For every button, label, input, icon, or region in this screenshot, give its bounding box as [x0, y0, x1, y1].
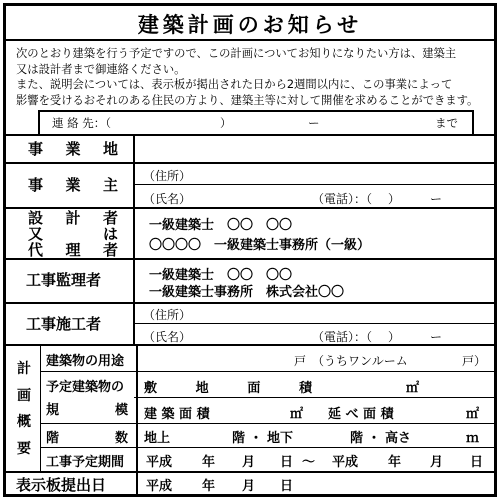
- row-divider: [6, 344, 494, 346]
- schedule-start-month: 月: [242, 455, 256, 470]
- building-area-unit: ㎡: [290, 407, 304, 422]
- contact-close-paren: ）: [220, 116, 232, 130]
- notice-line-1: 次のとおり建築を行う予定ですので、この計画についてお知りになりたい方は、建築主: [16, 47, 457, 60]
- posting-day: 日: [280, 479, 294, 494]
- row-subdivider: [134, 323, 494, 324]
- schedule-end-era: 平成: [332, 455, 359, 470]
- building-area-label: 建 築 面 積: [144, 407, 210, 422]
- owner-address-label: （住所）: [143, 169, 192, 183]
- floors-height-label: 階 ・ 高さ: [350, 431, 412, 446]
- contact-dash: ー: [308, 116, 320, 130]
- posting-month: 月: [242, 479, 256, 494]
- designer-line-2: 〇〇〇〇 一級建築士事務所（一級）: [149, 238, 371, 253]
- site-label: 事 業 地: [28, 139, 118, 158]
- schedule-start-year: 年: [202, 455, 216, 470]
- floors-below-label: 階 ・ 地下: [232, 431, 294, 446]
- contractor-label: 工事施工者: [26, 315, 102, 333]
- row-divider: [6, 471, 494, 473]
- building-plan-notice-sign: [3, 3, 497, 497]
- notice-line-3: また、説明会については、表示板が掲出された日から2週間以内に、この事業によって: [16, 78, 453, 91]
- owner-phone-label: （電話）：（: [312, 192, 373, 206]
- floors-above-label: 地上: [144, 431, 171, 446]
- owner-label: 事 業 主: [28, 176, 118, 194]
- contractor-phone-label: （電話）：（: [312, 330, 373, 344]
- designer-line-1: 一級建築士 〇〇 〇〇: [149, 218, 293, 233]
- contact-label: 連 絡 先：（: [52, 116, 112, 130]
- overview-vertical-label: 計 画 概 要: [17, 361, 31, 457]
- floors-label: 階 数: [46, 431, 128, 446]
- schedule-end-year: 年: [388, 455, 402, 470]
- row-subdivider: [40, 447, 494, 448]
- contractor-phone-dash: ー: [430, 330, 443, 344]
- row-subdivider: [134, 184, 494, 185]
- contractor-address-label: （住所）: [143, 308, 192, 322]
- use-units: 戸 （うちワンルーム: [294, 354, 408, 368]
- owner-name-label: （氏名）: [143, 192, 192, 206]
- height-unit: ｍ: [466, 431, 480, 446]
- owner-phone-dash: ー: [430, 192, 443, 206]
- title-divider: [6, 39, 494, 41]
- site-area-unit: ㎡: [406, 381, 420, 396]
- owner-phone-close: ）: [388, 192, 401, 206]
- floor-area-label: 延 べ 面 積: [328, 407, 394, 422]
- schedule-label: 工事予定期間: [46, 455, 125, 470]
- contact-until: まで: [435, 116, 458, 130]
- supervisor-label: 工事監理者: [26, 271, 102, 289]
- designer-label: 設 計 者 又 は 代 理 者: [28, 209, 118, 259]
- row-divider: [6, 302, 494, 304]
- posting-year: 年: [202, 479, 216, 494]
- column-divider: [136, 344, 138, 494]
- schedule-tilde: ～: [302, 455, 316, 470]
- supervisor-line-2: 一級建築士事務所 株式会社〇〇: [149, 285, 345, 300]
- contractor-name-label: （氏名）: [143, 330, 192, 344]
- posting-label: 表示板提出日: [16, 476, 107, 494]
- row-subdivider: [134, 397, 494, 398]
- column-divider: [40, 344, 41, 471]
- row-subdivider: [40, 423, 494, 424]
- planned-label-2: 規 模: [46, 403, 128, 418]
- planned-label-1: 予定建築物の: [46, 380, 125, 395]
- column-divider: [133, 134, 135, 344]
- schedule-start-era: 平成: [146, 455, 173, 470]
- sign-title: 建築計画のお知らせ: [137, 13, 363, 37]
- use-label: 建築物の用途: [46, 354, 125, 369]
- schedule-start-day: 日: [280, 455, 294, 470]
- site-area-label: 敷 地 面 積: [144, 381, 312, 396]
- posting-era: 平成: [146, 479, 173, 494]
- floor-area-unit: ㎡: [466, 407, 480, 422]
- row-subdivider: [40, 371, 494, 372]
- notice-line-2: 又は設計者まで御連絡ください。: [16, 62, 186, 76]
- use-units-close: 戸）: [462, 354, 487, 368]
- supervisor-line-1: 一級建築士 〇〇 〇〇: [149, 268, 293, 283]
- contractor-phone-close: ）: [388, 330, 401, 344]
- contact-box: [38, 110, 474, 136]
- notice-line-4: 影響を受けるおそれのある住民の方より、建築主等に対して開催を求めることができます。: [16, 93, 479, 107]
- schedule-end-month: 月: [430, 455, 444, 470]
- schedule-end-day: 日: [470, 455, 484, 470]
- notice-text: [16, 46, 486, 108]
